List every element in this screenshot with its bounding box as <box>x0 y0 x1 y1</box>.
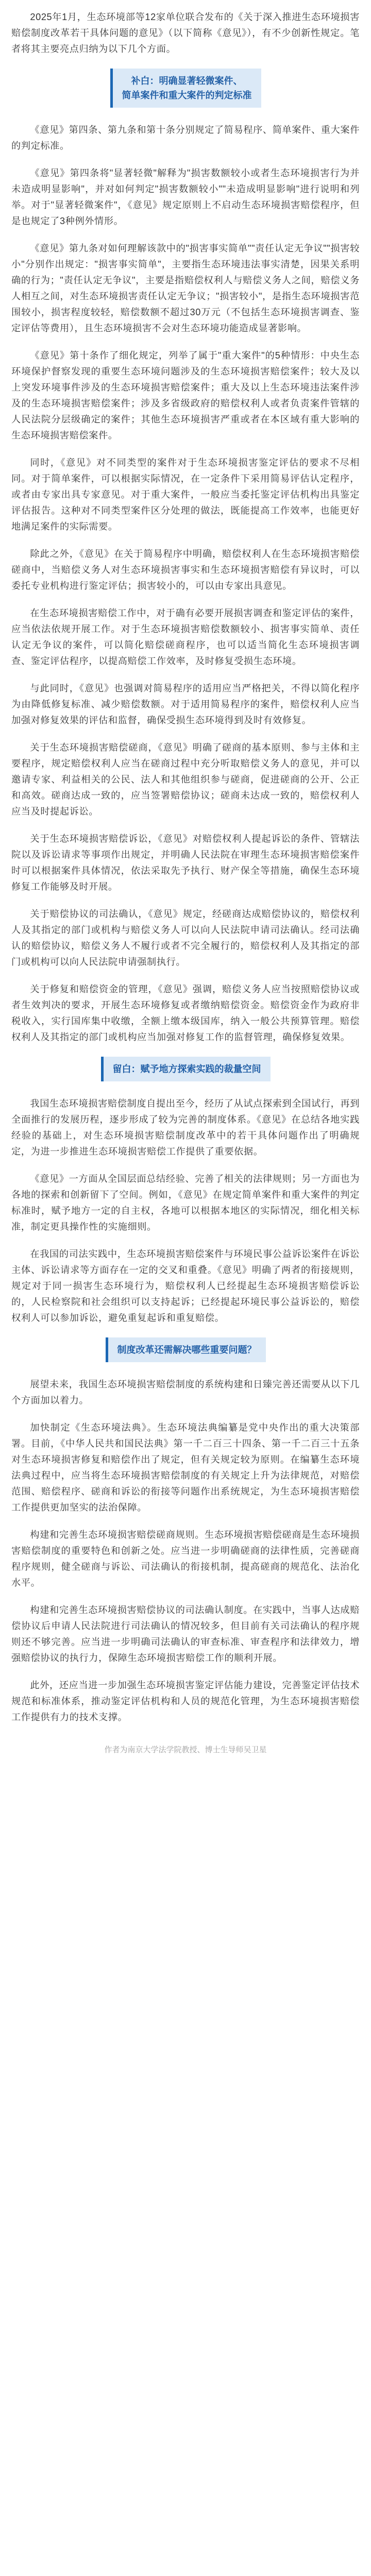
article-paragraph: 关于生态环境损害赔偿诉讼，《意见》对赔偿权利人提起诉讼的条件、管辖法院以及诉讼请求等事项作出规定，并明确人民法院在审理生态环境损害赔偿案件时可以根据案件具体情况，依法采取先予执行、财产保全等措施，确保生态环境修复工作能够及时开展。 <box>11 834 360 892</box>
article-paragraph: 同时，《意见》对不同类型的案件对于生态环境损害鉴定评估的要求不尽相同。对于简单案件，可以根据实际情况，在一定条件下采用简易评估认定程序，或者由专家出具专家意见。对于重大案件，一般应当委托鉴定评估机构出具鉴定评估报告。这种对不同类型案件区分处理的做法，既能提高工作效率，也能更好地满足案件的实际需要。 <box>11 457 360 532</box>
article-paragraph: 我国生态环境损害赔偿制度自提出至今，经历了从试点探索到全国试行，再到全面推行的发展历程，逐步形成了较为完善的制度体系。《意见》在总结各地实践经验的基础上，对生态环境损害赔偿制度改革中的若干具体问题作出了明确规定，为进一步推进生态环境损害赔偿工作提供了重要依据。 <box>11 1098 360 1157</box>
section-heading-box <box>110 69 261 108</box>
section-heading-box <box>106 1337 266 1362</box>
section-heading-discretion <box>11 1057 360 1081</box>
section-heading-issues <box>11 1337 360 1362</box>
article-paragraph: 关于生态环境损害赔偿磋商，《意见》明确了磋商的基本原则、参与主体和主要程序，规定赔偿权利人应当在磋商过程中充分听取赔偿义务人的意见，并可以邀请专家、利益相关的公民、法人和其他组织参与磋商，促进磋商的公开、公正和高效。磋商达成一致的，应当签署赔偿协议；磋商未达成一致的，赔偿权利人应当及时提起诉讼。 <box>11 742 360 817</box>
article-paragraph: 加快制定《生态环境法典》。生态环境法典编纂是党中央作出的重大决策部署。目前，《中华人民共和国民法典》第一千二百三十四条、第一千二百三十五条对生态环境损害修复和赔偿作出了规定，但有关规定较为原则。在编纂生态环境法典过程中，应当将生态环境损害赔偿制度的有关规定上升为法律规范，对赔偿范围、赔偿程序、磋商和诉讼的衔接等问题作出系统规定，为生态环境损害赔偿工作提供更加坚实的法治保障。 <box>11 1422 360 1513</box>
article-paragraph: 《意见》第十条作了细化规定，列举了属于"重大案件"的5种情形：中央生态环境保护督察发现的重要生态环境问题涉及的生态环境损害赔偿案件；较大及以上突发环境事件涉及的生态环境损害赔偿案件；重大及以上生态环境违法案件涉及的生态环境损害赔偿案件；涉及多省级政府的赔偿权利人或者负责案件管辖的人民法院分层级确定的案件；其他生态环境损害严重或者在本区域有重大影响的生态环境损害赔偿案件。 <box>11 350 360 440</box>
article-paragraph: 在我国的司法实践中，生态环境损害赔偿案件与环境民事公益诉讼案件在诉讼主体、诉讼请求等方面存在一定的交叉和重叠。《意见》明确了两者的衔接规则，规定对于同一损害生态环境行为，赔偿权利人已经提起生态环境损害赔偿诉讼的，人民检察院和社会组织可以支持起诉；已经提起环境民事公益诉讼的，赔偿权利人可以参加诉讼，避免重复起诉和重复赔偿。 <box>11 1249 360 1323</box>
article-paragraph: 构建和完善生态环境损害赔偿协议的司法确认制度。在实践中，当事人达成赔偿协议后申请人民法院进行司法确认的情况较多，但目前有关司法确认的程序规则还不够完善。应当进一步明确司法确认的审查标准、审查程序和法律效力，增强赔偿协议的执行力，保障生态环境损害赔偿工作的顺利开展。 <box>11 1605 360 1663</box>
article-paragraph: 构建和完善生态环境损害赔偿磋商规则。生态环境损害赔偿磋商是生态环境损害赔偿制度的重要特色和创新之处。应当进一步明确磋商的法律性质，完善磋商程序规则，健全磋商与诉讼、司法确认的衔接机制，提高磋商的规范化、法治化水平。 <box>11 1530 360 1588</box>
article-paragraph: 2025年1月，生态环境部等12家单位联合发布的《关于深入推进生态环境损害赔偿制度改革若干具体问题的意见》（以下简称《意见》），有不少创新性规定。笔者将其主要亮点归纳为以下几个方面。 <box>11 12 360 54</box>
section-heading-standards <box>11 69 360 108</box>
article-paragraph: 《意见》第四条、第九条和第十条分别规定了简易程序、简单案件、重大案件的判定标准。 <box>11 125 360 151</box>
section-heading-box <box>101 1057 271 1081</box>
article-paragraph: 与此同时，《意见》也强调对简易程序的适用应当严格把关，不得以简化程序为由降低修复标准、减少赔偿数额。对于适用简易程序的案件，赔偿权利人应当加强对修复效果的评估和监督，确保受损生态环境得到及时有效修复。 <box>11 683 360 725</box>
article-paragraph: 此外，还应当进一步加强生态环境损害鉴定评估能力建设，完善鉴定评估技术规范和标准体系，推动鉴定评估机构和人员的规范化管理，为生态环境损害赔偿工作提供有力的技术支撑。 <box>11 1680 360 1722</box>
section-heading-line: 补白：明确显著轻微案件、 <box>131 76 243 86</box>
section-heading-line: 简单案件和重大案件的判定标准 <box>122 90 252 100</box>
article-paragraph: 关于赔偿协议的司法确认，《意见》规定，经磋商达成赔偿协议的，赔偿权利人及其指定的部门或机构与赔偿义务人可以向人民法院申请司法确认。经司法确认的赔偿协议，赔偿义务人不履行或者不完全履行的，赔偿权利人及其指定的部门或机构可以向人民法院申请强制执行。 <box>11 909 360 967</box>
author-byline: 作者为南京大学法学院教授、博士生导师吴卫星 <box>104 1745 267 1754</box>
article-paragraph: 展望未来，我国生态环境损害赔偿制度的系统构建和日臻完善还需要从以下几个方面加以着力。 <box>11 1379 360 1405</box>
article-paragraph: 除此之外，《意见》在关于简易程序中明确，赔偿权利人在生态环境损害赔偿磋商中，当赔偿义务人对生态环境损害事实和生态环境损害赔偿有异议时，可以委托专业机构进行鉴定评估；损害较小的，可以由专家出具意见。 <box>11 549 360 591</box>
article-paragraph: 《意见》第四条将"显著轻微"解释为"损害数额较小或者生态环境损害行为并未造成明显影响"，并对如何判定"损害数额较小""未造成明显影响"进行说明和列举。对于"显著轻微案件"，《意见》规定原则上不启动生态环境损害赔偿程序，但是也规定了3种例外情形。 <box>11 168 360 226</box>
article-paragraph: 关于修复和赔偿资金的管理，《意见》强调，赔偿义务人应当按照赔偿协议或者生效判决的要求，开展生态环境修复或者缴纳赔偿资金。赔偿资金作为政府非税收入，实行国库集中收缴，全额上缴本级国库，纳入一般公共预算管理。赔偿权利人及其指定的部门或机构应当加强对修复工作的监督管理，确保修复效果。 <box>11 984 360 1042</box>
section-heading-line: 制度改革还需解决哪些重要问题？ <box>117 1345 257 1355</box>
article-paragraph: 在生态环境损害赔偿工作中，对于确有必要开展损害调查和鉴定评估的案件，应当依法依规开展工作。对于生态环境损害赔偿数额较小、损害事实简单、责任认定无争议的案件，可以简化赔偿磋商程序，也可以适当简化生态环境损害调查、鉴定评估程序，以提高赔偿工作效率，及时修复受损生态环境。 <box>11 608 360 666</box>
article-paragraph: 《意见》一方面从全国层面总结经验、完善了相关的法律规则；另一方面也为各地的探索和创新留下了空间。例如，《意见》在规定简单案件和重大案件的判定标准时，赋予地方一定的自主权，各地可以根据本地区的实际情况，细化相关标准，制定更具操作性的实施细则。 <box>11 1174 360 1232</box>
section-heading-line: 留白：赋予地方探索实践的裁量空间 <box>112 1064 261 1074</box>
article-paragraph: 《意见》第九条对如何理解该款中的"损害事实简单""责任认定无争议""损害较小"分别作出规定："损害事实简单"，主要指生态环境违法事实清楚，因果关系明确的行为；"责任认定无争议"，主要是指赔偿权利人与赔偿义务人之间，赔偿义务人相互之间，对生态环境损害责任认定无争议；"损害较小"，是指生态环境损害范围较小，损害程度较轻，赔偿数额不超过30万元（不包括生态环境损害调查、鉴定评估等费用），且生态环境损害不会对生态环境功能造成显著影响。 <box>11 243 360 333</box>
